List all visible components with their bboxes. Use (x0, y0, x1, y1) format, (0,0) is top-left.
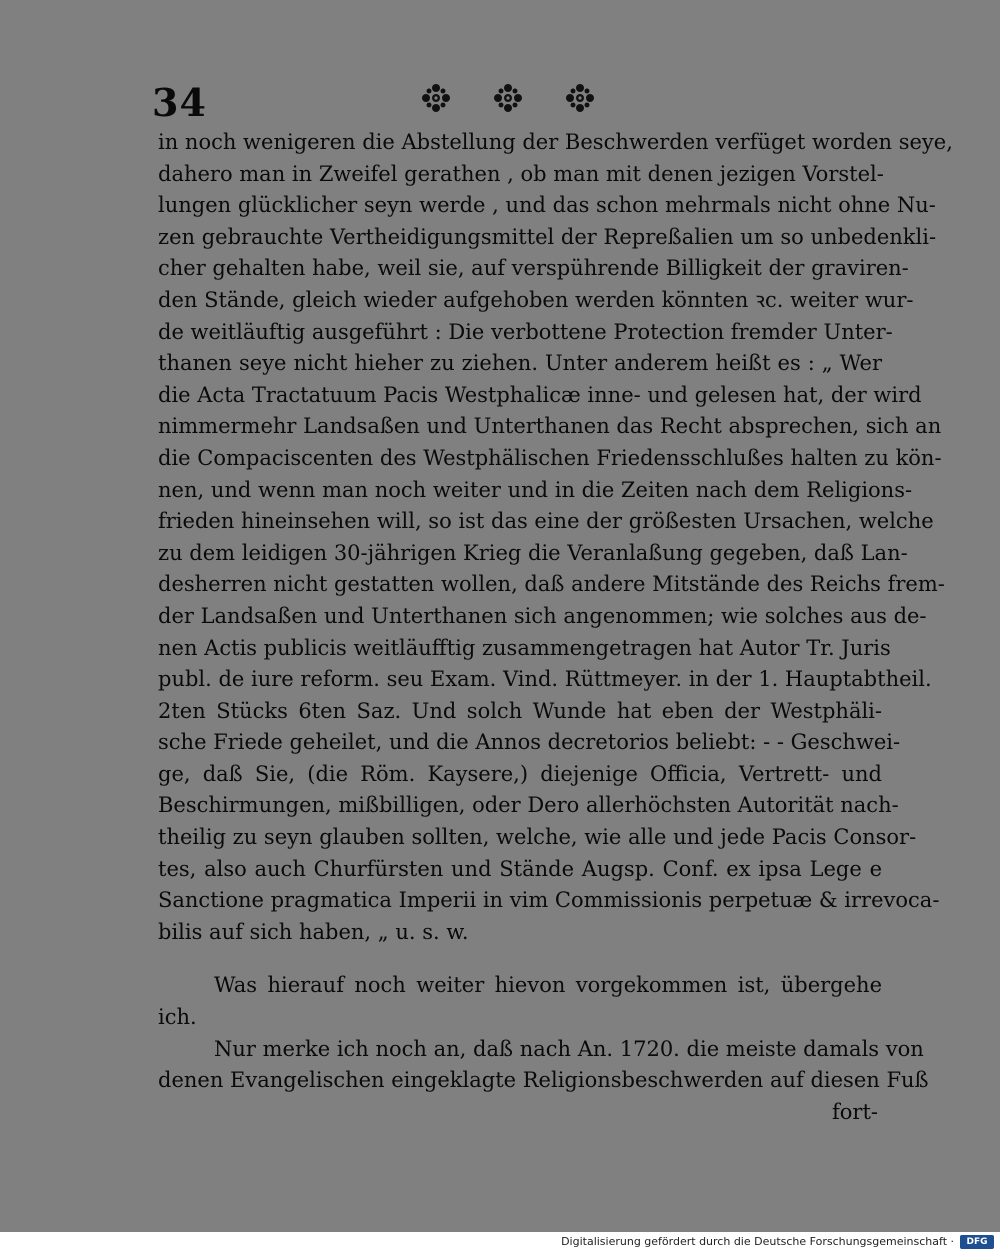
text-line: publ. de iure reform. seu Exam. Vind. Rüttmeyer. in der 1. Hauptabtheil. (158, 667, 932, 692)
text-line: Beschirmungen, mißbilligen, oder Dero allerhöchsten Autorität nach- (158, 793, 899, 818)
text-line: dahero man in Zweifel gerathen , ob man mit denen jezigen Vorstel- (158, 161, 884, 186)
text-line: desherren nicht gestatten wollen, daß andere Mitstände des Reichs frem- (158, 572, 945, 597)
text-line: nen, und wenn man noch weiter und in die Zeiten nach dem Religions- (158, 477, 913, 502)
header-ornaments (420, 82, 596, 114)
text-line: Nur merke ich noch an, daß nach An. 1720. die meiste damals von (214, 1036, 924, 1061)
text-line: denen Evangelischen eingeklagte Religionsbeschwerden auf diesen Fuß (158, 1068, 929, 1093)
text-line: sche Friede geheilet, und die Annos decretorios beliebt: - - Geschwei- (158, 730, 901, 755)
text-line: zu dem leidigen 30-jährigen Krieg die Veranlaßung gegeben, daß Lan- (158, 540, 908, 565)
catchword: fort- (832, 1099, 878, 1124)
text-line: in noch wenigeren die Abstellung der Beschwerden verfüget worden seye, (158, 130, 953, 154)
text-line: tes, also auch Churfürsten und Stände Augsp. Conf. ex ipsa Lege e (158, 856, 882, 881)
page-number: 34 (152, 80, 207, 125)
paragraph-2 (158, 970, 882, 1033)
text-line: de weitläuftig ausgeführt : Die verbottene Protection fremder Unter- (158, 319, 893, 344)
funding-credit: Digitalisierung gefördert durch die Deutsche Forschungsgemeinschaft · (561, 1235, 954, 1248)
paragraph-gap (158, 948, 882, 970)
paragraph-3 (158, 1034, 929, 1097)
page-header (150, 80, 890, 124)
paragraph-1 (158, 127, 953, 948)
text-line: thanen seye nicht hieher zu ziehen. Unter anderem heißt es : „ Wer (158, 351, 882, 376)
text-line: theilig zu seyn glauben sollten, welche, wie alle und jede Pacis Consor- (158, 825, 917, 850)
text-line: den Stände, gleich wieder aufgehoben werden könnten ꝛc. weiter wur- (158, 287, 914, 312)
flower-ornament-icon (492, 82, 524, 114)
text-line: die Compaciscenten des Westphälischen Friedensschlußes halten zu kön- (158, 445, 942, 470)
text-line: cher gehalten habe, weil sie, auf verspührende Billigkeit der graviren- (158, 256, 909, 281)
text-line: der Landsaßen und Unterthanen sich angenommen; wie solches aus de- (158, 603, 927, 628)
flower-ornament-icon (564, 82, 596, 114)
text-line: nen Actis publicis weitläufftig zusammengetragen hat Autor Tr. Juris (158, 635, 891, 660)
text-line: ich. (158, 1005, 197, 1030)
text-line: Sanctione pragmatica Imperii in vim Commissionis perpetuæ & irrevoca- (158, 888, 940, 913)
flower-ornament-icon (420, 82, 452, 114)
text-line: zen gebrauchte Vertheidigungsmittel der Repreßalien um so unbedenkli- (158, 224, 937, 249)
text-line: lungen glücklicher seyn werde , und das schon mehrmals nicht ohne Nu- (158, 193, 936, 218)
digitization-footer (0, 1232, 1000, 1252)
text-line: Was hierauf noch weiter hievon vorgekommen ist, übergehe (214, 973, 882, 998)
text-line: nimmermehr Landsaßen und Unterthanen das Recht absprechen, sich an (158, 414, 942, 439)
text-line: ge, daß Sie, (die Röm. Kaysere,) diejenige Officia, Vertrett- und (158, 761, 882, 786)
text-line: die Acta Tractatuum Pacis Westphalicæ inne- und gelesen hat, der wird (158, 382, 922, 407)
text-line: bilis auf sich haben, „ u. s. w. (158, 919, 469, 944)
dfg-logo-icon: DFG (960, 1235, 994, 1249)
text-line: 2ten Stücks 6ten Saz. Und solch Wunde hat eben der Westphäli- (158, 698, 882, 723)
text-line: frieden hineinsehen will, so ist das eine der größesten Ursachen, welche (158, 509, 934, 534)
body-text (158, 127, 953, 1128)
